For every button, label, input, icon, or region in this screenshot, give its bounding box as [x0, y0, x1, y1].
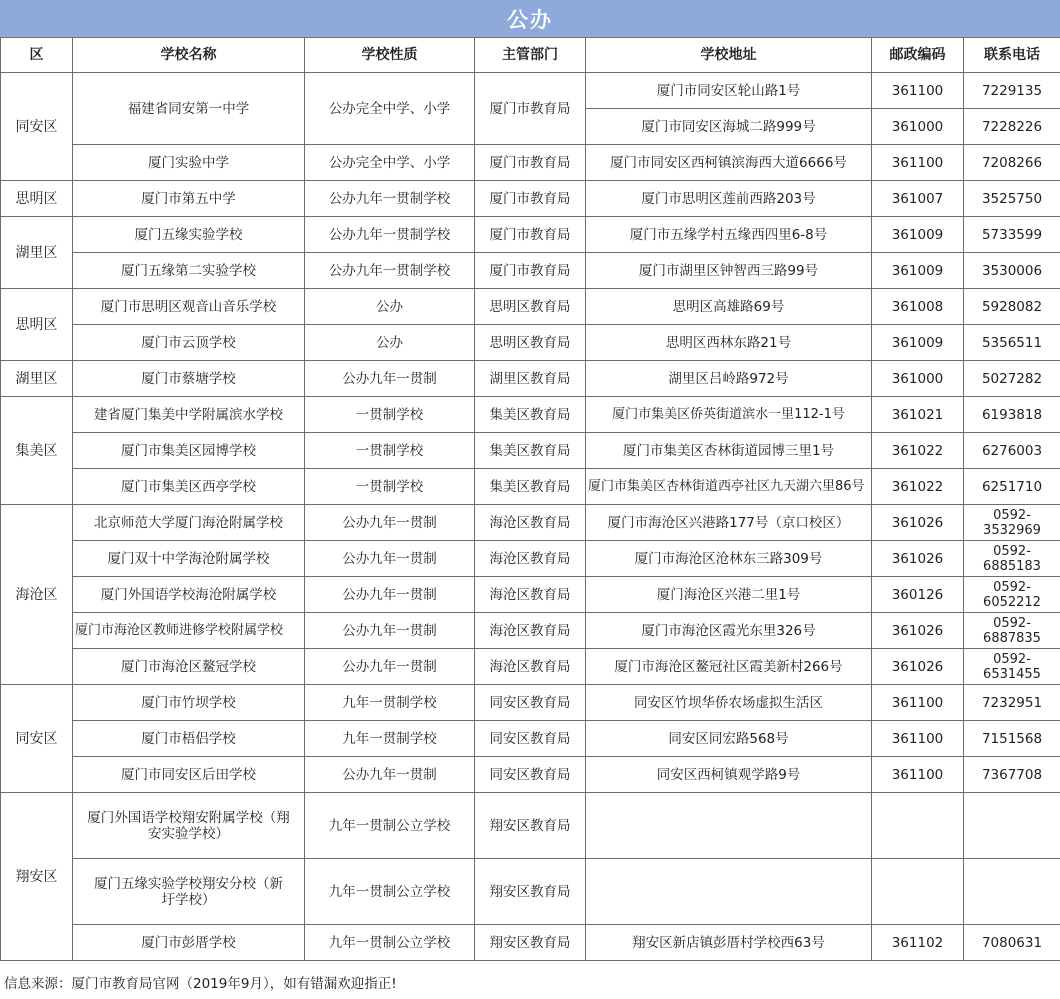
school-name-cell: 厦门五缘实验学校 [73, 217, 305, 253]
schools-table [0, 37, 1060, 961]
school-name-cell: 厦门五缘第二实验学校 [73, 253, 305, 289]
school-type-cell: 公办完全中学、小学 [305, 145, 475, 181]
school-type-cell: 公办九年一贯制 [305, 541, 475, 577]
school-type-cell: 九年一贯制公立学校 [305, 793, 475, 859]
postal-code-cell: 361026 [872, 541, 964, 577]
table-row [1, 793, 1060, 859]
school-name-cell: 厦门外国语学校翔安附属学校（翔安实验学校） [73, 793, 305, 859]
address-cell: 湖里区吕岭路972号 [586, 361, 872, 397]
phone-cell: 3525750 [964, 181, 1060, 217]
phone-cell: 6251710 [964, 469, 1060, 505]
district-cell: 同安区 [1, 685, 73, 793]
address-cell: 厦门市海沧区霞光东里326号 [586, 613, 872, 649]
department-cell: 海沧区教育局 [475, 541, 586, 577]
postal-code-cell: 361022 [872, 433, 964, 469]
address-cell: 翔安区新店镇彭厝村学校西63号 [586, 925, 872, 961]
address-cell: 思明区西林东路21号 [586, 325, 872, 361]
school-name-cell: 厦门双十中学海沧附属学校 [73, 541, 305, 577]
table-row [1, 649, 1060, 685]
department-cell: 海沧区教育局 [475, 505, 586, 541]
postal-code-cell: 361100 [872, 145, 964, 181]
postal-code-cell: 361000 [872, 109, 964, 145]
table-row [1, 289, 1060, 325]
postal-code-cell [872, 793, 964, 859]
phone-cell: 0592-6887835 [964, 613, 1060, 649]
postal-code-cell: 361100 [872, 73, 964, 109]
postal-code-cell: 361026 [872, 505, 964, 541]
postal-code-cell: 361009 [872, 217, 964, 253]
school-name-cell: 厦门市彭厝学校 [73, 925, 305, 961]
department-cell: 厦门市教育局 [475, 145, 586, 181]
address-cell: 厦门市海沧区兴港路177号（京口校区） [586, 505, 872, 541]
header-district: 区 [1, 38, 73, 73]
table-row [1, 433, 1060, 469]
school-name-cell: 厦门市集美区西亭学校 [73, 469, 305, 505]
header-postal-code: 邮政编码 [872, 38, 964, 73]
school-type-cell: 公办九年一贯制 [305, 361, 475, 397]
phone-cell: 6276003 [964, 433, 1060, 469]
table-row [1, 253, 1060, 289]
district-cell: 集美区 [1, 397, 73, 505]
postal-code-cell: 360126 [872, 577, 964, 613]
department-cell: 思明区教育局 [475, 289, 586, 325]
header-department: 主管部门 [475, 38, 586, 73]
phone-cell: 5027282 [964, 361, 1060, 397]
school-type-cell: 公办 [305, 325, 475, 361]
header-row [1, 38, 1060, 73]
school-name-cell: 厦门外国语学校海沧附属学校 [73, 577, 305, 613]
phone-cell: 0592-3532969 [964, 505, 1060, 541]
table-row [1, 181, 1060, 217]
postal-code-cell: 361021 [872, 397, 964, 433]
address-cell: 厦门市同安区海城二路999号 [586, 109, 872, 145]
table-row [1, 469, 1060, 505]
department-cell: 同安区教育局 [475, 757, 586, 793]
school-name-cell: 厦门实验中学 [73, 145, 305, 181]
phone-cell: 5733599 [964, 217, 1060, 253]
district-cell: 海沧区 [1, 505, 73, 685]
postal-code-cell: 361100 [872, 757, 964, 793]
school-name-cell: 厦门市集美区园博学校 [73, 433, 305, 469]
department-cell: 集美区教育局 [475, 433, 586, 469]
postal-code-cell: 361100 [872, 685, 964, 721]
table-row [1, 325, 1060, 361]
postal-code-cell: 361009 [872, 253, 964, 289]
address-cell: 厦门市海沧区沧林东三路309号 [586, 541, 872, 577]
postal-code-cell [872, 859, 964, 925]
department-cell: 翔安区教育局 [475, 793, 586, 859]
school-type-cell: 九年一贯制公立学校 [305, 925, 475, 961]
district-cell: 思明区 [1, 181, 73, 217]
phone-cell [964, 859, 1060, 925]
school-type-cell: 九年一贯制学校 [305, 685, 475, 721]
school-name-cell: 北京师范大学厦门海沧附属学校 [73, 505, 305, 541]
phone-cell: 7208266 [964, 145, 1060, 181]
table-row [1, 859, 1060, 925]
postal-code-cell: 361008 [872, 289, 964, 325]
school-name-cell: 厦门市云顶学校 [73, 325, 305, 361]
table-row [1, 685, 1060, 721]
address-cell: 同安区西柯镇观学路9号 [586, 757, 872, 793]
school-type-cell: 公办九年一贯制 [305, 505, 475, 541]
department-cell: 海沧区教育局 [475, 649, 586, 685]
postal-code-cell: 361026 [872, 613, 964, 649]
source-note: 信息来源：厦门市教育局官网（2019年9月），如有错漏欢迎指正! [4, 976, 397, 992]
school-type-cell: 一贯制学校 [305, 469, 475, 505]
department-cell: 厦门市教育局 [475, 73, 586, 145]
school-type-cell: 公办九年一贯制学校 [305, 181, 475, 217]
address-cell: 厦门市集美区杏林街道西亭社区九天湖六里86号 [586, 469, 872, 505]
address-cell [586, 859, 872, 925]
district-cell: 同安区 [1, 73, 73, 181]
school-type-cell: 一贯制学校 [305, 433, 475, 469]
school-type-cell: 九年一贯制学校 [305, 721, 475, 757]
district-cell: 思明区 [1, 289, 73, 361]
header-address: 学校地址 [586, 38, 872, 73]
school-type-cell: 公办九年一贯制 [305, 613, 475, 649]
phone-cell: 6193818 [964, 397, 1060, 433]
school-type-cell: 公办九年一贯制学校 [305, 253, 475, 289]
postal-code-cell: 361000 [872, 361, 964, 397]
department-cell: 集美区教育局 [475, 469, 586, 505]
table-row [1, 721, 1060, 757]
postal-code-cell: 361026 [872, 649, 964, 685]
phone-cell: 0592-6052212 [964, 577, 1060, 613]
address-cell: 厦门市集美区侨英街道滨水一里112-1号 [586, 397, 872, 433]
school-type-cell: 一贯制学校 [305, 397, 475, 433]
table-row [1, 73, 1060, 109]
table-row [1, 757, 1060, 793]
table-row [1, 541, 1060, 577]
table-row [1, 613, 1060, 649]
phone-cell: 7229135 [964, 73, 1060, 109]
address-cell: 同安区同宏路568号 [586, 721, 872, 757]
phone-cell: 7080631 [964, 925, 1060, 961]
address-cell: 同安区竹坝华侨农场虚拟生活区 [586, 685, 872, 721]
phone-cell: 7232951 [964, 685, 1060, 721]
school-name-cell: 厦门市蔡塘学校 [73, 361, 305, 397]
department-cell: 同安区教育局 [475, 721, 586, 757]
phone-cell [964, 793, 1060, 859]
district-cell: 翔安区 [1, 793, 73, 961]
phone-cell: 0592-6885183 [964, 541, 1060, 577]
table-row [1, 397, 1060, 433]
department-cell: 厦门市教育局 [475, 217, 586, 253]
postal-code-cell: 361102 [872, 925, 964, 961]
address-cell [586, 793, 872, 859]
postal-code-cell: 361007 [872, 181, 964, 217]
address-cell: 厦门市海沧区鳌冠社区霞美新村266号 [586, 649, 872, 685]
school-name-cell: 厦门市第五中学 [73, 181, 305, 217]
address-cell: 厦门市集美区杏林街道园博三里1号 [586, 433, 872, 469]
school-name-cell: 厦门市海沧区鳌冠学校 [73, 649, 305, 685]
postal-code-cell: 361009 [872, 325, 964, 361]
school-name-cell: 厦门市思明区观音山音乐学校 [73, 289, 305, 325]
department-cell: 翔安区教育局 [475, 859, 586, 925]
address-cell: 厦门海沧区兴港二里1号 [586, 577, 872, 613]
postal-code-cell: 361100 [872, 721, 964, 757]
table-row [1, 217, 1060, 253]
phone-cell: 7367708 [964, 757, 1060, 793]
phone-cell: 7228226 [964, 109, 1060, 145]
school-type-cell: 公办九年一贯制 [305, 577, 475, 613]
school-name-cell: 厦门五缘实验学校翔安分校（新圩学校） [73, 859, 305, 925]
school-type-cell: 公办九年一贯制学校 [305, 217, 475, 253]
department-cell: 厦门市教育局 [475, 181, 586, 217]
school-name-cell: 厦门市梧侣学校 [73, 721, 305, 757]
school-name-cell: 厦门市海沧区教师进修学校附属学校 [73, 613, 305, 649]
header-phone: 联系电话 [964, 38, 1060, 73]
school-type-cell: 公办九年一贯制 [305, 649, 475, 685]
table-row [1, 145, 1060, 181]
address-cell: 厦门市湖里区钟智西三路99号 [586, 253, 872, 289]
department-cell: 思明区教育局 [475, 325, 586, 361]
department-cell: 翔安区教育局 [475, 925, 586, 961]
school-type-cell: 公办 [305, 289, 475, 325]
department-cell: 海沧区教育局 [475, 577, 586, 613]
address-cell: 思明区高雄路69号 [586, 289, 872, 325]
school-type-cell: 公办九年一贯制 [305, 757, 475, 793]
department-cell: 集美区教育局 [475, 397, 586, 433]
school-name-cell: 厦门市同安区后田学校 [73, 757, 305, 793]
address-cell: 厦门市五缘学村五缘西四里6-8号 [586, 217, 872, 253]
header-school-name: 学校名称 [73, 38, 305, 73]
address-cell: 厦门市同安区轮山路1号 [586, 73, 872, 109]
school-type-cell: 九年一贯制公立学校 [305, 859, 475, 925]
phone-cell: 5356511 [964, 325, 1060, 361]
table-title: 公办 [0, 0, 1060, 37]
district-cell: 湖里区 [1, 361, 73, 397]
table-row [1, 505, 1060, 541]
department-cell: 厦门市教育局 [475, 253, 586, 289]
department-cell: 海沧区教育局 [475, 613, 586, 649]
school-type-cell: 公办完全中学、小学 [305, 73, 475, 145]
school-name-cell: 建省厦门集美中学附属滨水学校 [73, 397, 305, 433]
department-cell: 湖里区教育局 [475, 361, 586, 397]
postal-code-cell: 361022 [872, 469, 964, 505]
district-cell: 湖里区 [1, 217, 73, 289]
table-row [1, 577, 1060, 613]
department-cell: 同安区教育局 [475, 685, 586, 721]
phone-cell: 3530006 [964, 253, 1060, 289]
address-cell: 厦门市思明区莲前西路203号 [586, 181, 872, 217]
school-name-cell: 厦门市竹坝学校 [73, 685, 305, 721]
table-row [1, 361, 1060, 397]
phone-cell: 7151568 [964, 721, 1060, 757]
table-row [1, 925, 1060, 961]
phone-cell: 0592-6531455 [964, 649, 1060, 685]
phone-cell: 5928082 [964, 289, 1060, 325]
address-cell: 厦门市同安区西柯镇滨海西大道6666号 [586, 145, 872, 181]
school-name-cell: 福建省同安第一中学 [73, 73, 305, 145]
header-school-type: 学校性质 [305, 38, 475, 73]
